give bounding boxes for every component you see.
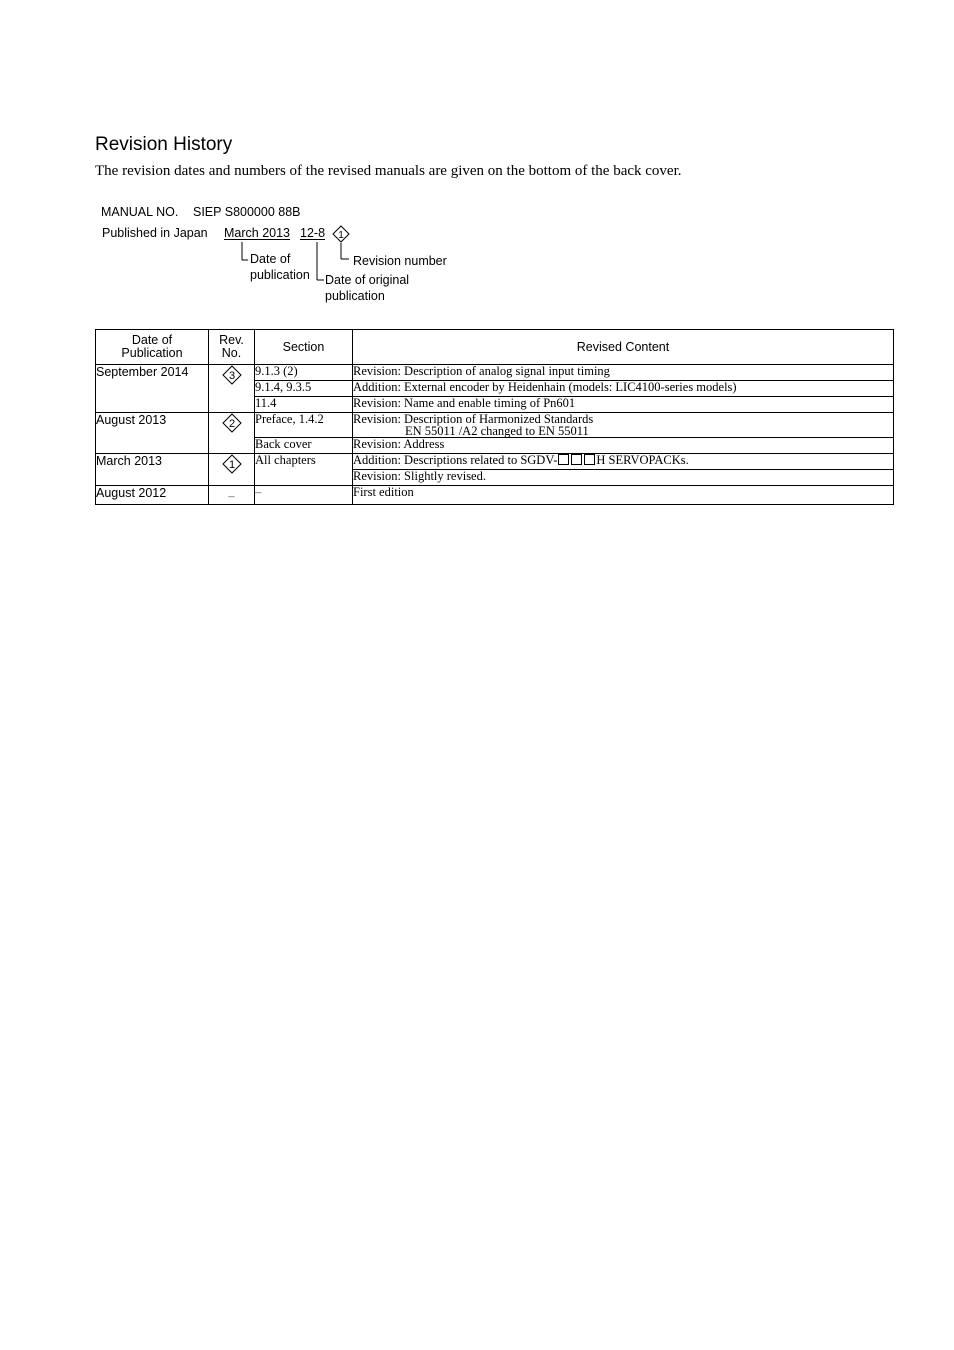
- rev-cell: [209, 365, 255, 413]
- content-cell: Revision: Description of analog signal input timing: [353, 365, 894, 381]
- table-row: [96, 486, 894, 505]
- revision-caption: Revision number: [353, 254, 447, 268]
- date-cell: August 2012: [96, 486, 209, 505]
- original-caption-line1: Date of original: [325, 273, 410, 287]
- content-text-b: H SERVOPACKs.: [596, 453, 689, 467]
- content-cell: [353, 413, 894, 438]
- svg-text:1: 1: [228, 459, 235, 471]
- section-cell: Preface, 1.4.2: [255, 413, 353, 438]
- manual-no-value: SIEP S800000 88B: [193, 205, 301, 219]
- legend-leader-lines: [0, 0, 954, 320]
- section-cell: 9.1.4, 9.3.5: [255, 381, 353, 397]
- section-cell: 9.1.3 (2): [255, 365, 353, 381]
- section-cell: –: [255, 486, 353, 505]
- content-cell: Revision: Slightly revised.: [353, 470, 894, 486]
- date-caption-line1: Date of: [250, 252, 291, 266]
- revision-diamond-icon: [222, 365, 242, 385]
- content-cell: Addition: External encoder by Heidenhain (models: LIC4100-series models): [353, 381, 894, 397]
- rev-cell: –: [209, 486, 255, 505]
- content-text-a: Addition: Descriptions related to SGDV-: [353, 453, 558, 467]
- content-cell: First edition: [353, 486, 894, 505]
- date-cell: March 2013: [96, 454, 209, 486]
- original-caption-line2: publication: [325, 289, 385, 303]
- svg-text:3: 3: [228, 370, 235, 382]
- header-content: Revised Content: [353, 330, 894, 365]
- date-caption-line2: publication: [250, 268, 310, 282]
- legend-revision-symbol: 1: [338, 230, 344, 241]
- svg-text:2: 2: [228, 418, 235, 430]
- placeholder-box-icon: [584, 454, 595, 465]
- table-header-row: [96, 330, 894, 365]
- date-cell: September 2014: [96, 365, 209, 413]
- date-cell: August 2013: [96, 413, 209, 454]
- legend-date-value: March 2013: [224, 226, 291, 240]
- section-cell: 11.4: [255, 397, 353, 413]
- published-label: Published in Japan: [102, 226, 208, 240]
- header-rev-no: Rev. No.: [209, 330, 255, 365]
- manual-number-legend: [0, 0, 954, 320]
- header-date: Date of Publication: [96, 330, 209, 365]
- section-cell: All chapters: [255, 454, 353, 486]
- revision-history-table: [95, 329, 894, 505]
- revision-diamond-icon: [222, 413, 242, 433]
- rev-cell: [209, 413, 255, 454]
- table-row: [96, 365, 894, 381]
- content-line: Revision: Description of Harmonized Standards: [353, 412, 594, 426]
- revision-diamond-icon: [333, 226, 349, 242]
- manual-no-label: MANUAL NO.: [101, 205, 179, 219]
- placeholder-box-icon: [571, 454, 582, 465]
- rev-cell: [209, 454, 255, 486]
- header-section: Section: [255, 330, 353, 365]
- section-cell: Back cover: [255, 438, 353, 454]
- content-cell: Revision: Name and enable timing of Pn601: [353, 397, 894, 413]
- content-cell: Revision: Address: [353, 438, 894, 454]
- page-title: Revision History: [95, 134, 233, 155]
- placeholder-box-icon: [558, 454, 569, 465]
- table-row: [96, 454, 894, 470]
- content-line: EN 55011 /A2 changed to EN 55011: [405, 424, 589, 438]
- intro-text: The revision dates and numbers of the revised manuals are given on the bottom of the back cover.: [95, 163, 682, 179]
- table-row: [96, 413, 894, 438]
- revision-diamond-icon: [222, 454, 242, 474]
- legend-original-value: 12-8: [300, 226, 326, 240]
- content-cell: [353, 454, 894, 470]
